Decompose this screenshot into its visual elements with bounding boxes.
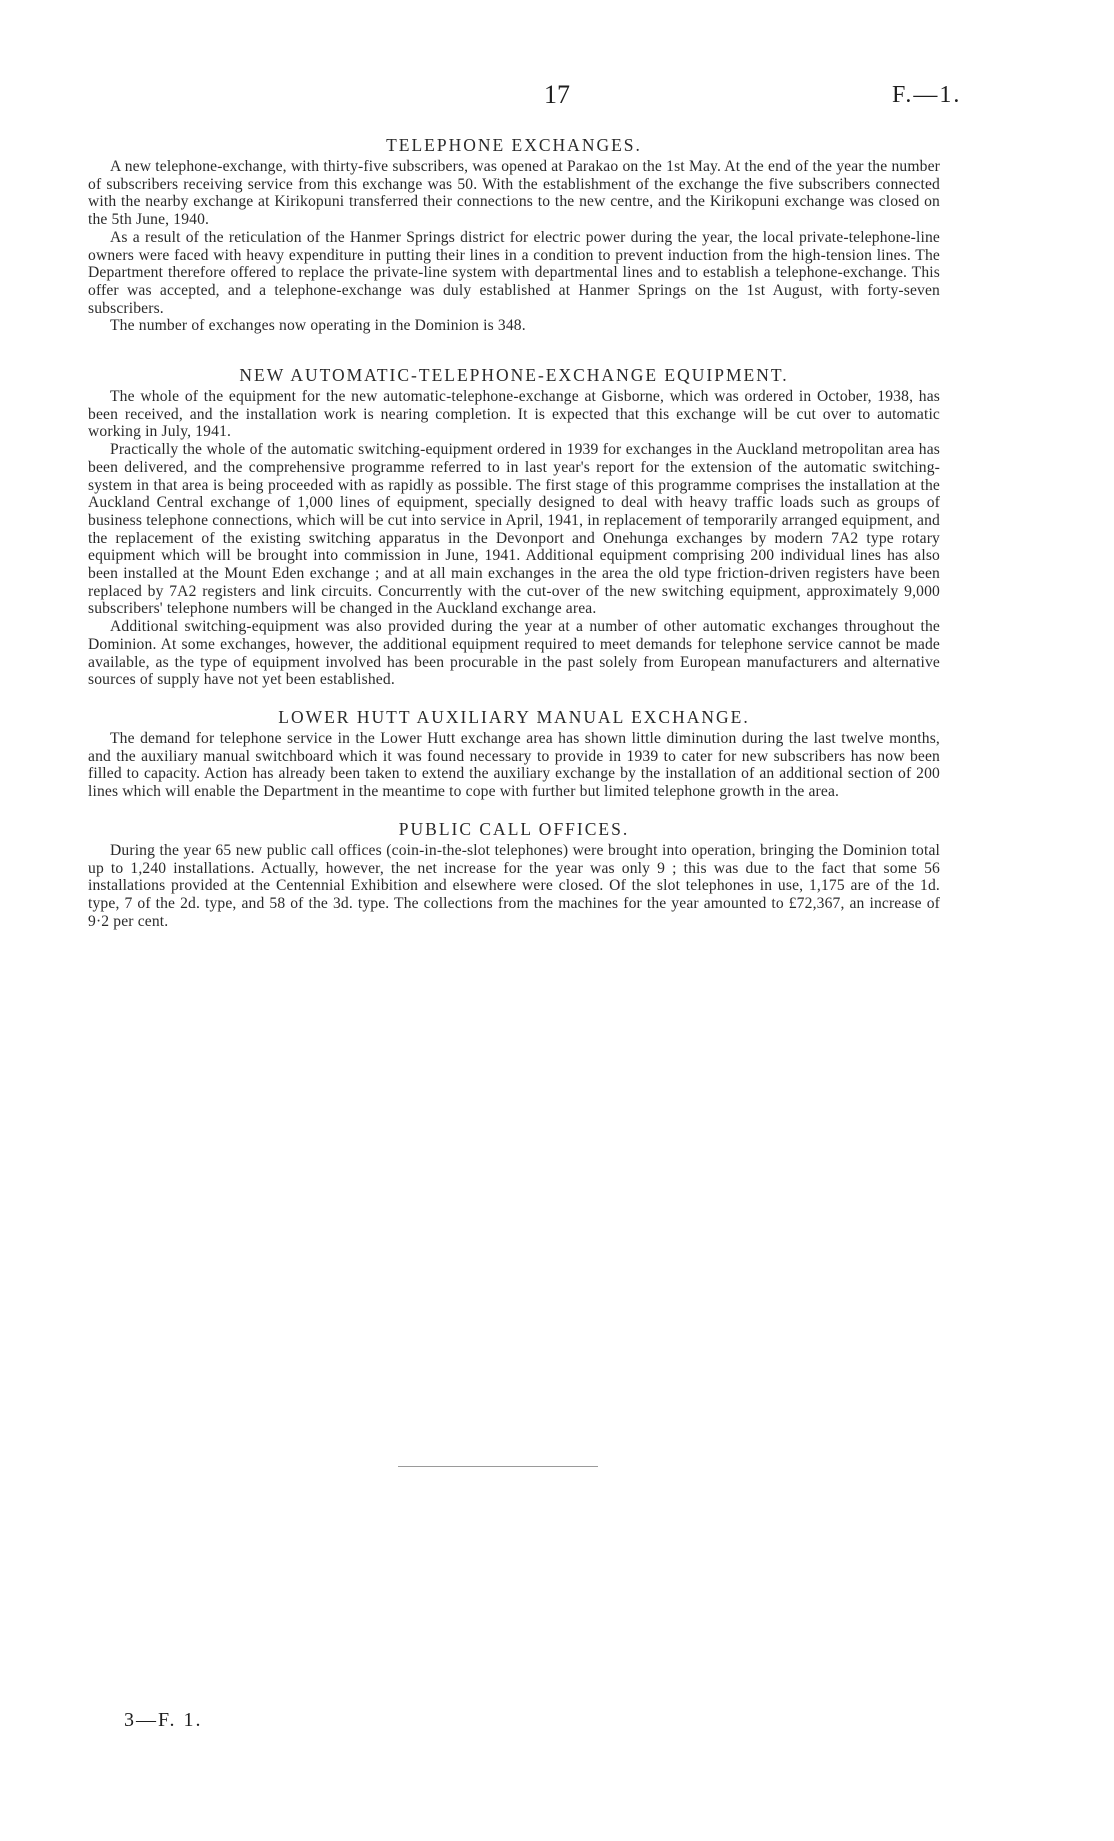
page-body (88, 135, 940, 930)
paragraph: The number of exchanges now operating in the Dominion is 348. (110, 317, 526, 335)
paragraph: The whole of the equipment for the new automatic-telephone-exchange at Gisborne, which was ordered in October, 1938, has been received, and the installation work is nearing completion. It is expected that this exchange will be cut over to automatic working in July, 1941. (88, 388, 940, 441)
section-heading: PUBLIC CALL OFFICES. (398, 818, 630, 839)
section-heading: LOWER HUTT AUXILIARY MANUAL EXCHANGE. (278, 706, 750, 727)
section-heading: TELEPHONE EXCHANGES. (386, 135, 642, 155)
section-new-automatic-equipment (88, 365, 940, 689)
section-lower-hutt-exchange (88, 707, 940, 801)
paragraph: A new telephone-exchange, with thirty-five subscribers, was opened at Parakao on the 1st May. At the end of the year the number of subscribers receiving service from this exchange was 50. With the establishment of the exchange the five subscribers connected with the nearby exchange at Kirikopuni transferred their connections to the new centre, and the Kirikopuni exchange was closed on the 5th June, 1940. (88, 158, 940, 229)
paragraph: The demand for telephone service in the Lower Hutt exchange area has shown little diminution during the last twelve months, and the auxiliary manual switchboard which it was found necessary to provide in 1939 to cater for new subscribers has now been filled to capacity. Action has already been taken to extend the auxiliary exchange by the installation of an additional section of 200 lines which will enable the Department in the meantime to cope with further but limited telephone growth in the area. (88, 729, 940, 801)
paragraph: As a result of the reticulation of the Hanmer Springs district for electric power during the year, the local private-telephone-line owners were faced with heavy expenditure in putting their lines in a condition to prevent induction from the high-tension lines. The Department therefore offered to replace the private-line system with departmental lines and to establish a telephone-exchange. This offer was accepted, and a telephone-exchange was duly established at Hanmer Springs on the 1st August, with forty-seven subscribers. (88, 228, 940, 317)
paragraph: Practically the whole of the automatic switching-equipment ordered in 1939 for exchanges in the Auckland metropolitan area has been delivered, and the comprehensive programme referred to in last year's report for the extension of the automatic switching-system in that area is being proceeded with as rapidly as possible. The first stage of this programme comprises the installation at the Auckland Central exchange of 1,000 lines of equipment, specially designed to deal with heavy traffic loads such as groups of business telephone connections, which will be cut into service in April, 1941, in replacement of temporarily arranged equipment, and the replacement of the existing switching apparatus in the Devonport and Onehunga exchanges by modern 7A2 type rotary equipment which will be brought into commission in June, 1941. Additional equipment comprising 200 individual lines has also been installed at the Mount Eden exchange ; and at all main exchanges in the area the old type friction-driven registers have been replaced by 7A2 registers and link circuits. Concurrently with the cut-over of the new switching equipment, approximately 9,000 subscribers' telephone numbers will be changed in the Auckland exchange area. (88, 441, 940, 618)
section-heading: NEW AUTOMATIC-TELEPHONE-EXCHANGE EQUIPMENT. (239, 365, 789, 386)
footer-code: 3—F. 1. (124, 1709, 203, 1731)
paragraph: During the year 65 new public call offices (coin-in-the-slot telephones) were brought into operation, bringing the Dominion total up to 1,240 installations. Actually, however, the net increase for the year was only 9 ; this was due to the fact that some 56 installations provided at the Centennial Exhibition and elsewhere were closed. Of the slot telephones in use, 1,175 are of the 1d. type, 7 of the 2d. type, and 58 of the 3d. type. The collections from the machines for the year amounted to £72,367, an increase of 9·2 per cent. (88, 841, 940, 930)
section-telephone-exchanges (88, 135, 940, 335)
document-reference: F.—1. (892, 82, 962, 108)
end-divider (398, 1466, 598, 1467)
section-public-call-offices (88, 819, 940, 931)
page-number: 17 (544, 80, 570, 109)
paragraph: Additional switching-equipment was also provided during the year at a number of other automatic exchanges throughout the Dominion. At some exchanges, however, the additional equipment required to meet demands for telephone service cannot be made available, as the type of equipment involved has been procurable in the past solely from European manufacturers and alternative sources of supply have not yet been established. (88, 618, 940, 689)
